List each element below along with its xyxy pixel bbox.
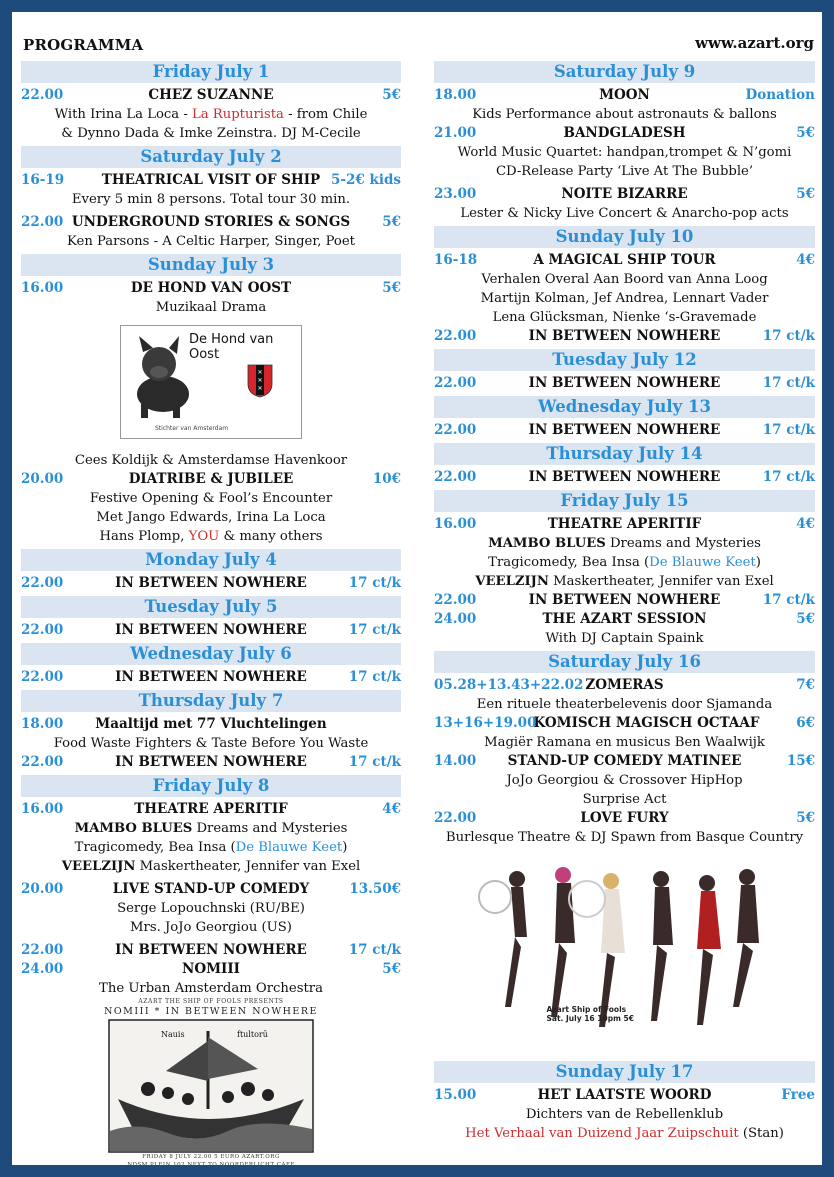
event-price: 17 ct/k bbox=[348, 754, 401, 770]
event-title: DIATRIBE & JUBILEE bbox=[128, 471, 294, 487]
svg-text:✕: ✕ bbox=[257, 385, 263, 392]
event-desc: The Urban Amsterdam Orchestra bbox=[99, 981, 323, 996]
event-price: 17 ct/k bbox=[348, 622, 401, 638]
ship-woodcut-icon bbox=[108, 1019, 314, 1153]
event-title: UNDERGROUND STORIES & SONGS bbox=[71, 214, 351, 230]
event-price: 4€ bbox=[796, 252, 815, 268]
event-desc: VEELZIJN Maskertheater, Jennifer van Exel bbox=[475, 574, 774, 589]
event-price: 5€ bbox=[382, 961, 401, 977]
event-time: 22.00 bbox=[434, 328, 477, 344]
event-time: 24.00 bbox=[21, 961, 64, 977]
event-time: 22.00 bbox=[21, 754, 64, 770]
event-title: LOVE FURY bbox=[580, 810, 669, 826]
event bbox=[21, 470, 401, 546]
event-price: 5€ bbox=[382, 87, 401, 103]
event bbox=[434, 515, 815, 591]
event bbox=[434, 468, 815, 487]
event-desc: World Music Quartet: handpan,trompet & N’gomi bbox=[457, 145, 792, 160]
event-time: 22.00 bbox=[434, 592, 477, 608]
event-title: IN BETWEEN NOWHERE bbox=[115, 754, 307, 770]
event-desc: Dichters van de Rebellenklub bbox=[525, 1107, 724, 1122]
event-desc: Een rituele theaterbelevenis door Sjamanda bbox=[476, 697, 773, 712]
event-desc: Magiër Ramana en musicus Ben Waalwijk bbox=[484, 735, 765, 750]
day-header: Sunday July 17 bbox=[434, 1061, 815, 1083]
event bbox=[434, 374, 815, 393]
event-price: 10€ bbox=[372, 471, 401, 487]
event-title: MOON bbox=[599, 87, 650, 103]
event-time: 20.00 bbox=[21, 881, 64, 897]
event-desc: With DJ Captain Spaink bbox=[545, 631, 704, 646]
event-title: KOMISCH MAGISCH OCTAAF bbox=[533, 715, 760, 731]
event bbox=[434, 714, 815, 752]
event bbox=[434, 676, 815, 714]
event-desc: Festive Opening & Fool’s Encounter bbox=[89, 491, 333, 506]
event-desc: CD-Release Party ‘Live At The Bubble’ bbox=[495, 164, 754, 179]
event-desc: Het Verhaal van Duizend Jaar Zuipschuit (Stan) bbox=[465, 1126, 784, 1141]
event-desc: Martijn Kolman, Jef Andrea, Lennart Vader bbox=[480, 291, 769, 306]
event-title: CHEZ SUZANNE bbox=[148, 87, 274, 103]
event-desc: MAMBO BLUES Dreams and Mysteries bbox=[74, 821, 348, 836]
event-time: 05.28+13.43+22.02 bbox=[434, 677, 584, 693]
event-desc: Kids Performance about astronauts & ballons bbox=[472, 107, 777, 122]
event-time: 22.00 bbox=[21, 622, 64, 638]
day-header: Wednesday July 6 bbox=[21, 643, 401, 665]
event bbox=[21, 880, 401, 937]
event-time: 18.00 bbox=[21, 716, 64, 732]
event-desc: Verhalen Overal Aan Boord van Anna Loog bbox=[481, 272, 768, 287]
burlesque-dancers-image bbox=[475, 857, 775, 1047]
event-time: 22.00 bbox=[434, 422, 477, 438]
event-price: 17 ct/k bbox=[762, 592, 815, 608]
event-price: 5€ bbox=[382, 214, 401, 230]
event-price: Free bbox=[781, 1087, 815, 1103]
woodcut-label-nauis: Nauis bbox=[161, 1030, 185, 1039]
amsterdam-shield-icon bbox=[247, 364, 273, 398]
event-price: 5€ bbox=[796, 810, 815, 826]
event bbox=[434, 185, 815, 223]
event bbox=[21, 621, 401, 640]
event-time: 24.00 bbox=[434, 611, 477, 627]
event-time: 21.00 bbox=[434, 125, 477, 141]
day-header: Thursday July 7 bbox=[21, 690, 401, 712]
image-title: De Hond van Oost bbox=[189, 332, 274, 362]
event-price: 17 ct/k bbox=[762, 375, 815, 391]
event-desc: JoJo Georgiou & Crossover HipHop bbox=[506, 773, 743, 788]
event-time: 23.00 bbox=[434, 186, 477, 202]
event-title: IN BETWEEN NOWHERE bbox=[528, 375, 721, 391]
event-title: THEATRICAL VISIT OF SHIP bbox=[101, 172, 321, 188]
event-title: IN BETWEEN NOWHERE bbox=[115, 942, 307, 958]
event-desc: MAMBO BLUES Dreams and Mysteries bbox=[488, 536, 761, 551]
program-page bbox=[12, 12, 822, 1165]
event bbox=[434, 86, 815, 124]
event-price: 13.50€ bbox=[349, 881, 401, 897]
event-desc: Every 5 min 8 persons. Total tour 30 min. bbox=[71, 192, 351, 207]
event-title: STAND-UP COMEDY MATINEE bbox=[507, 753, 742, 769]
event-price: 5€ bbox=[796, 186, 815, 202]
woodcut-caption: AZART THE SHIP OF FOOLS PRESENTS bbox=[138, 998, 284, 1005]
left-column bbox=[21, 58, 401, 1165]
event-title: IN BETWEEN NOWHERE bbox=[528, 469, 721, 485]
day-header: Thursday July 14 bbox=[434, 443, 815, 465]
event-price: 15€ bbox=[786, 753, 815, 769]
event-price: 5€ bbox=[382, 280, 401, 296]
event-price: 6€ bbox=[796, 715, 815, 731]
event-desc: Hans Plomp, YOU & many others bbox=[99, 529, 323, 544]
event bbox=[21, 668, 401, 687]
event-desc: Ken Parsons - A Celtic Harper, Singer, Poet bbox=[67, 234, 355, 249]
event bbox=[434, 124, 815, 181]
event-price: 17 ct/k bbox=[762, 328, 815, 344]
event-desc: Surprise Act bbox=[582, 792, 667, 807]
event-title: DE HOND VAN OOST bbox=[130, 280, 292, 296]
event-time: 16.00 bbox=[434, 516, 477, 532]
svg-text:✕: ✕ bbox=[257, 377, 263, 384]
day-header: Friday July 15 bbox=[434, 490, 815, 512]
event bbox=[434, 809, 815, 1047]
event-desc: With Irina La Loca - La Rupturista - from Chile bbox=[54, 107, 368, 122]
event-title: BANDGLADESH bbox=[563, 125, 686, 141]
program-heading: PROGRAMMA bbox=[23, 36, 144, 54]
woodcut-title: NOMIII * IN BETWEEN NOWHERE bbox=[104, 1006, 318, 1017]
event-price: 17 ct/k bbox=[762, 469, 815, 485]
event-title: ZOMERAS bbox=[585, 677, 664, 693]
event-desc: Burlesque Theatre & DJ Spawn from Basque Country bbox=[445, 830, 804, 845]
event bbox=[434, 327, 815, 346]
event-title: Maaltijd met 77 Vluchtelingen bbox=[95, 716, 327, 732]
bulldog-icon bbox=[129, 336, 209, 420]
event-time: 14.00 bbox=[434, 753, 477, 769]
event-desc: Cees Koldijk & Amsterdamse Havenkoor bbox=[74, 453, 348, 468]
event bbox=[21, 800, 401, 876]
event-price: 5€ bbox=[796, 611, 815, 627]
event-price: 17 ct/k bbox=[348, 942, 401, 958]
event-title: IN BETWEEN NOWHERE bbox=[528, 592, 721, 608]
day-header: Friday July 8 bbox=[21, 775, 401, 797]
event-title: THE AZART SESSION bbox=[542, 611, 707, 627]
event-title: IN BETWEEN NOWHERE bbox=[115, 622, 307, 638]
event-desc: VEELZIJN Maskertheater, Jennifer van Exel bbox=[61, 859, 361, 874]
event-time: 22.00 bbox=[434, 375, 477, 391]
event-time: 16.00 bbox=[21, 280, 64, 296]
event-time: 22.00 bbox=[434, 469, 477, 485]
event-title: IN BETWEEN NOWHERE bbox=[528, 422, 721, 438]
event-time: 22.00 bbox=[434, 810, 477, 826]
event bbox=[21, 960, 401, 1165]
svg-text:✕: ✕ bbox=[257, 369, 263, 376]
day-header: Tuesday July 5 bbox=[21, 596, 401, 618]
event bbox=[21, 941, 401, 960]
event-title: LIVE STAND-UP COMEDY bbox=[112, 881, 310, 897]
event-desc: Serge Lopouchnski (RU/BE) bbox=[117, 901, 305, 916]
event-desc: Food Waste Fighters & Taste Before You Waste bbox=[53, 736, 369, 751]
event-price: 4€ bbox=[382, 801, 401, 817]
event-time: 22.00 bbox=[21, 214, 64, 230]
event bbox=[21, 715, 401, 753]
event-desc: Mrs. JoJo Georgiou (US) bbox=[130, 920, 292, 935]
event-desc: Muzikaal Drama bbox=[155, 300, 267, 315]
event bbox=[434, 752, 815, 809]
woodcut-footer: FRIDAY 8 JULY 22.00 5 EURO AZART.ORG NDSM PLEIN 102 NEXT TO NOORDERLICHT CAFE bbox=[127, 1154, 295, 1165]
event bbox=[21, 213, 401, 251]
day-header: Saturday July 2 bbox=[21, 146, 401, 168]
event-time: 22.00 bbox=[21, 87, 64, 103]
event-desc: Met Jango Edwards, Irina La Loca bbox=[96, 510, 326, 525]
event-price: 17 ct/k bbox=[762, 422, 815, 438]
event-title: IN BETWEEN NOWHERE bbox=[115, 669, 307, 685]
ship-of-fools-woodcut bbox=[101, 998, 321, 1165]
day-header: Wednesday July 13 bbox=[434, 396, 815, 418]
image-caption: Azart Ship of Fools Sat. July 16 10pm 5€ bbox=[546, 1005, 634, 1023]
event-desc: & Dynno Dada & Imke Zeinstra. DJ M-Cecile bbox=[61, 126, 361, 141]
event-price: 5€ bbox=[796, 125, 815, 141]
event-price: 17 ct/k bbox=[348, 669, 401, 685]
day-header: Sunday July 3 bbox=[21, 254, 401, 276]
event bbox=[434, 591, 815, 610]
event-time: 16-19 bbox=[21, 172, 65, 188]
event bbox=[21, 171, 401, 209]
website-url[interactable]: www.azart.org bbox=[695, 34, 814, 52]
event-title: IN BETWEEN NOWHERE bbox=[528, 328, 721, 344]
event-time: 22.00 bbox=[21, 669, 64, 685]
event-time: 18.00 bbox=[434, 87, 477, 103]
event bbox=[21, 574, 401, 593]
event-time: 16-18 bbox=[434, 252, 478, 268]
event-desc: Lena Glücksman, Nienke ‘s-Gravemade bbox=[492, 310, 757, 325]
woodcut-label-stultorum: ftultorū bbox=[237, 1030, 268, 1039]
event-title: IN BETWEEN NOWHERE bbox=[115, 575, 307, 591]
day-header: Sunday July 10 bbox=[434, 226, 815, 248]
event bbox=[434, 421, 815, 440]
event-price: Donation bbox=[745, 87, 815, 103]
event-price: 5-2€ kids bbox=[330, 172, 401, 188]
event bbox=[21, 279, 401, 470]
right-column bbox=[434, 58, 815, 1143]
event-time: 22.00 bbox=[21, 575, 64, 591]
event-time: 13+16+19.00 bbox=[434, 715, 537, 731]
event-desc: Tragicomedy, Bea Insa (De Blauwe Keet) bbox=[74, 840, 348, 855]
hond-van-oost-image bbox=[120, 325, 302, 439]
event-price: 17 ct/k bbox=[348, 575, 401, 591]
day-header: Tuesday July 12 bbox=[434, 349, 815, 371]
day-header: Friday July 1 bbox=[21, 61, 401, 83]
event-title: THEATRE APERITIF bbox=[547, 516, 702, 532]
day-header: Saturday July 16 bbox=[434, 651, 815, 673]
event-time: 15.00 bbox=[434, 1087, 477, 1103]
event bbox=[434, 1086, 815, 1143]
event-title: THEATRE APERITIF bbox=[134, 801, 288, 817]
event bbox=[21, 753, 401, 772]
day-header: Saturday July 9 bbox=[434, 61, 815, 83]
event-desc: Lester & Nicky Live Concert & Anarcho-pop acts bbox=[460, 206, 789, 221]
event-time: 16.00 bbox=[21, 801, 64, 817]
event bbox=[434, 610, 815, 648]
event-price: 4€ bbox=[796, 516, 815, 532]
event bbox=[434, 251, 815, 327]
event-title: NOITE BIZARRE bbox=[561, 186, 688, 202]
event-title: HET LAATSTE WOORD bbox=[537, 1087, 712, 1103]
event-time: 22.00 bbox=[21, 942, 64, 958]
day-header: Monday July 4 bbox=[21, 549, 401, 571]
event-desc: Tragicomedy, Bea Insa (De Blauwe Keet) bbox=[488, 555, 761, 570]
event-title: A MAGICAL SHIP TOUR bbox=[533, 252, 716, 268]
image-subtitle: Stichter van Amsterdam bbox=[155, 425, 229, 432]
event-time: 20.00 bbox=[21, 471, 64, 487]
event-title: NOMIII bbox=[182, 961, 240, 977]
event-price: 7€ bbox=[796, 677, 815, 693]
event bbox=[21, 86, 401, 143]
